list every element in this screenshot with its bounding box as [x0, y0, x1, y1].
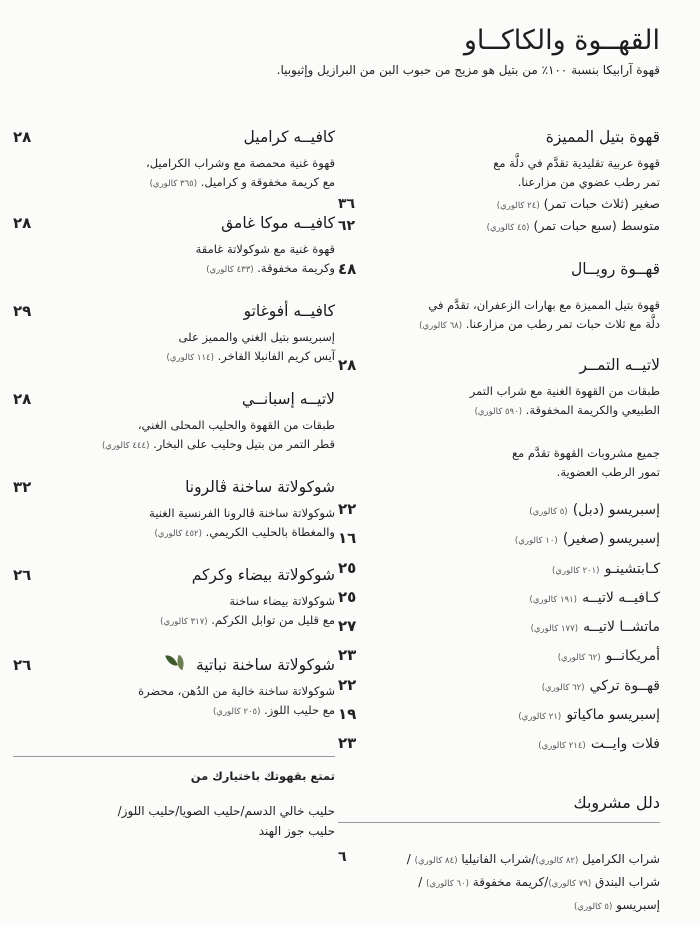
addons-list: شراب الكراميل (٨٢ كالوري)/شراب الفانيليا (٨٤ كالوري) / شراب البندق (٧٩ كالوري)/كريمة مخفوقة (٦٠ كالوري) / إسبريسو (٥ كالوري) ٦ — [338, 849, 660, 918]
menu-item-special-coffee — [338, 128, 660, 238]
drink-item: كـابتشينـو (٢٠١ كالوري) ٢٥ — [338, 558, 660, 577]
item-price: ٢٣ — [338, 646, 357, 665]
vegan-leaf-icon — [163, 654, 185, 668]
menu-item-royal-coffee — [338, 260, 660, 336]
drinks-list — [338, 499, 660, 763]
menu-item-white-chocolate-turmeric — [13, 566, 335, 632]
item-price: ٢٣ — [338, 734, 357, 753]
item-name: قهــوة رويــال — [570, 260, 660, 278]
menu-item-caramel — [13, 128, 335, 194]
item-name: شوكولاتة ساخنة ڤالرونا — [185, 478, 335, 496]
size-option-medium: متوسط (سبع حبات تمر) (٤٥ كالوري) ٦٢ — [338, 218, 660, 234]
drink-item: قهــوة تركي (٦٢ كالوري) ٢٢ — [338, 675, 660, 694]
right-column — [338, 128, 660, 918]
drink-item: فلات وايــت (٢١٤ كالوري) ٢٣ — [338, 734, 660, 753]
item-name: كافيــه موكا غامق — [221, 214, 335, 232]
item-description: شوكولاتة ساخنة ڤالرونا الفرنسية الغنية والمغطاة بالحليب الكريمي. (٤٥٢ كالوري) — [149, 506, 335, 539]
item-price: ٢٢ — [338, 500, 357, 518]
item-description: قهوة غنية مع شوكولاتة غامقة وكريمة مخفوقة. (٤٣٣ كالوري) — [195, 242, 335, 275]
divider — [13, 756, 335, 757]
item-price: ١٩ — [338, 705, 357, 724]
page-subtitle: قهوة آرابيكا بنسبة ١٠٠٪ من بتيل هو مزيج من حبوب البن من البرازيل وإثيوبيا. — [276, 63, 660, 77]
item-price: ٢٦ — [13, 566, 32, 584]
menu-item-dark-mocha — [13, 214, 335, 280]
spoil-your-drink-section — [338, 793, 660, 918]
milk-options-list: حليب خالي الدسم/حليب الصويا/حليب اللوز/ حليب جوز الهند — [117, 804, 335, 838]
item-price: ٢٧ — [338, 617, 357, 636]
item-description: قهوة بتيل المميزة مع بهارات الزعفران، تقدَّم في دلَّة مع ثلاث حبات تمر رطب من مزارعنا. (٦٨ كالوري) — [419, 298, 660, 331]
item-price: ٢٨ — [13, 128, 32, 146]
item-name: كافيــه أفوغاتو — [243, 302, 335, 320]
menu-header — [20, 24, 660, 77]
item-name: قهوة بتيل المميزة — [545, 128, 660, 146]
item-description: طبقات من القهوة الغنية مع شراب التمر الطبيعي والكريمة المخفوقة. (٥٩٠ كالوري) — [469, 384, 660, 417]
drink-item: إسبريسو (دبل) (٥ كالوري) ٢٢ — [338, 500, 660, 518]
item-name: شوكولاتة ساخنة نباتية — [196, 656, 335, 674]
size-option-small: صغير (ثلاث حبات تمر) (٢٤ كالوري) ٣٦ — [338, 196, 660, 212]
item-price: ٢٨ — [13, 214, 32, 232]
milk-options-title: تمتع بقهوتك باختيارك من — [190, 769, 335, 783]
drink-item: ماتشــا لاتيــه (١٧٧ كالوري) ٢٧ — [338, 617, 660, 636]
dates-note: جميع مشروبات القهوة تقدَّم مع تمور الرطب العضوية. — [511, 446, 660, 479]
item-price: ٢٦ — [13, 656, 32, 674]
menu-item-affogato — [13, 302, 335, 368]
milk-options-section — [13, 769, 335, 841]
item-description: قهوة غنية محمصة مع وشراب الكراميل، مع كريمة مخفوقة و كراميل. (٣٦٥ كالوري) — [145, 156, 335, 189]
item-description: شوكولاتة بيضاء ساخنة مع قليل من توابل الكركم. (٣١٧ كالوري) — [160, 594, 335, 627]
item-name: كافيــه كراميل — [243, 128, 335, 146]
item-price: ١٦ — [338, 529, 357, 548]
menu-item-valrhona-chocolate — [13, 478, 335, 544]
item-description: قهوة عربية تقليدية تقدَّم في دلَّة مع تمر رطب عضوي من مزارعنا. — [493, 156, 660, 189]
drink-item: أمريكانــو (٦٢ كالوري) ٢٣ — [338, 646, 660, 665]
divider — [338, 822, 660, 823]
item-description: طبقات من القهوة والحليب المحلى الغني، قطر التمر من بتيل وحليب على البخار. (٤٤٤ كالوري) — [101, 418, 335, 451]
menu-item-vegan-chocolate — [13, 654, 335, 722]
item-price: ٦ — [338, 848, 347, 865]
item-description: شوكولاتة ساخنة خالية من الدُهن، محضرة مع حليب اللوز. (٢٠٥ كالوري) — [138, 684, 335, 717]
item-price: ٢٩ — [13, 302, 32, 320]
item-price: ٢٨ — [13, 390, 32, 408]
item-name: لاتيــه إسبانــي — [241, 390, 335, 408]
section-title: دلل مشروبك — [573, 792, 660, 812]
item-price: ٣٦ — [338, 196, 356, 212]
left-column — [13, 128, 335, 841]
item-name: لاتيــه التمــر — [579, 356, 660, 374]
item-description: إسبريسو بتيل الغني والمميز على آيس كريم الفانيلا الفاخر. (١١٤ كالوري) — [166, 330, 335, 363]
drink-item: كـافيــه لاتيــه (١٩١ كالوري) ٢٥ — [338, 587, 660, 606]
item-price: ٢٨ — [338, 356, 357, 374]
item-price: ٤٨ — [338, 260, 357, 278]
item-price: ٦٢ — [338, 218, 356, 234]
drink-item: إسبريسو ماكياتو (٢١ كالوري) ١٩ — [338, 705, 660, 724]
item-price: ٣٢ — [13, 478, 32, 496]
drink-item: إسبريسو (صغير) (١٠ كالوري) ١٦ — [338, 529, 660, 548]
menu-item-date-latte — [338, 356, 660, 422]
item-price: ٢٥ — [338, 587, 357, 606]
item-price: ٢٥ — [338, 558, 357, 577]
menu-item-spanish-latte — [13, 390, 335, 456]
item-name: شوكولاتة بيضاء وكركم — [191, 566, 335, 584]
item-price: ٢٢ — [338, 675, 357, 694]
page-title: القهــوة والكاكــاو — [463, 25, 660, 56]
